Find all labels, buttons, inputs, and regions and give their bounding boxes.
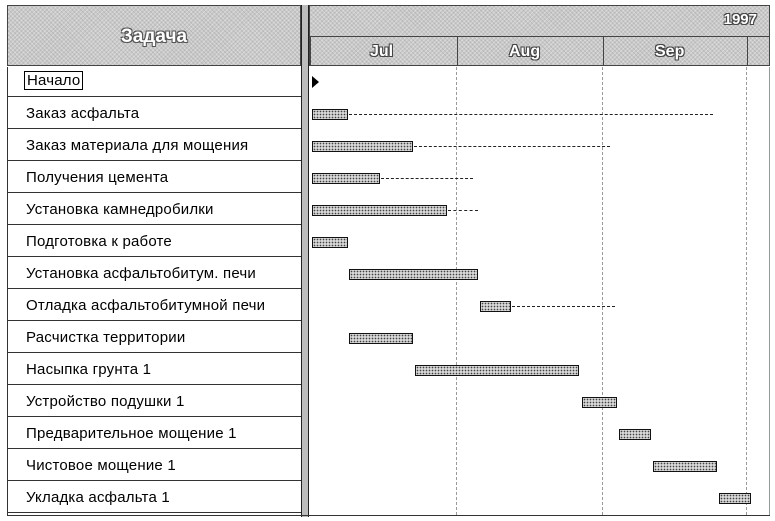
task-name: Чистовое мощение 1: [26, 457, 176, 474]
task-row[interactable]: [7, 355, 301, 385]
task-row[interactable]: [7, 323, 301, 353]
task-column-header[interactable]: [7, 5, 301, 66]
task-name: Устройство подушки 1: [26, 393, 185, 410]
task-row[interactable]: [7, 195, 301, 225]
month-gridline: [602, 67, 603, 515]
task-name: Заказ материала для мощения: [26, 137, 249, 154]
task-row[interactable]: [7, 419, 301, 449]
task-bar[interactable]: [312, 141, 413, 152]
task-column-title: Задача: [120, 26, 188, 47]
task-row[interactable]: [7, 259, 301, 289]
month-gridline: [746, 67, 747, 515]
task-row[interactable]: [7, 163, 301, 193]
task-bar[interactable]: [349, 333, 413, 344]
task-row[interactable]: [7, 291, 301, 321]
task-bar[interactable]: [415, 365, 579, 376]
task-name: Предварительное мощение 1: [26, 425, 237, 442]
task-bar[interactable]: [312, 109, 348, 120]
task-row[interactable]: [7, 67, 301, 97]
bottom-border: [7, 515, 770, 516]
month-label-jul: Jul: [370, 43, 394, 60]
slack-line: [414, 146, 610, 147]
task-bar[interactable]: [349, 269, 478, 280]
task-bar[interactable]: [312, 205, 447, 216]
month-divider: [603, 37, 604, 66]
task-name: Заказ асфальта: [26, 105, 140, 122]
task-name: Насыпка грунта 1: [26, 361, 152, 378]
task-name: Установка камнедробилки: [26, 201, 214, 218]
task-row[interactable]: [7, 131, 301, 161]
task-row[interactable]: [7, 387, 301, 417]
task-row[interactable]: [7, 227, 301, 257]
task-name: Расчистка территории: [26, 329, 186, 346]
timescale-header[interactable]: [309, 5, 770, 66]
task-bar[interactable]: [312, 173, 380, 184]
task-name: Отладка асфальтобитумной печи: [26, 297, 266, 314]
milestone-marker-icon[interactable]: [312, 76, 319, 88]
gantt-chart-area[interactable]: [309, 67, 770, 515]
month-divider: [310, 37, 311, 66]
month-label-sep: Sep: [655, 43, 685, 60]
pane-splitter[interactable]: [301, 5, 309, 517]
task-name: Установка асфальтобитум. печи: [26, 265, 256, 282]
task-row[interactable]: [7, 483, 301, 513]
task-bar[interactable]: [312, 237, 348, 248]
task-bar[interactable]: [619, 429, 651, 440]
task-bar[interactable]: [582, 397, 617, 408]
slack-line: [512, 306, 615, 307]
month-divider: [747, 37, 748, 66]
task-bar[interactable]: [480, 301, 511, 312]
task-row[interactable]: [7, 451, 301, 481]
slack-line: [349, 114, 713, 115]
month-label-aug: Aug: [509, 43, 541, 60]
year-label: 1997: [723, 11, 757, 28]
month-divider: [457, 37, 458, 66]
month-gridline: [456, 67, 457, 515]
task-name[interactable]: Начало: [27, 72, 81, 89]
timescale-divider: [310, 36, 769, 37]
task-name: Подготовка к работе: [26, 233, 172, 250]
slack-line: [381, 178, 473, 179]
slack-line: [448, 210, 478, 211]
task-bar[interactable]: [653, 461, 717, 472]
task-bar[interactable]: [719, 493, 751, 504]
task-name: Получения цемента: [26, 169, 169, 186]
task-row[interactable]: [7, 99, 301, 129]
task-name: Укладка асфальта 1: [26, 489, 170, 506]
